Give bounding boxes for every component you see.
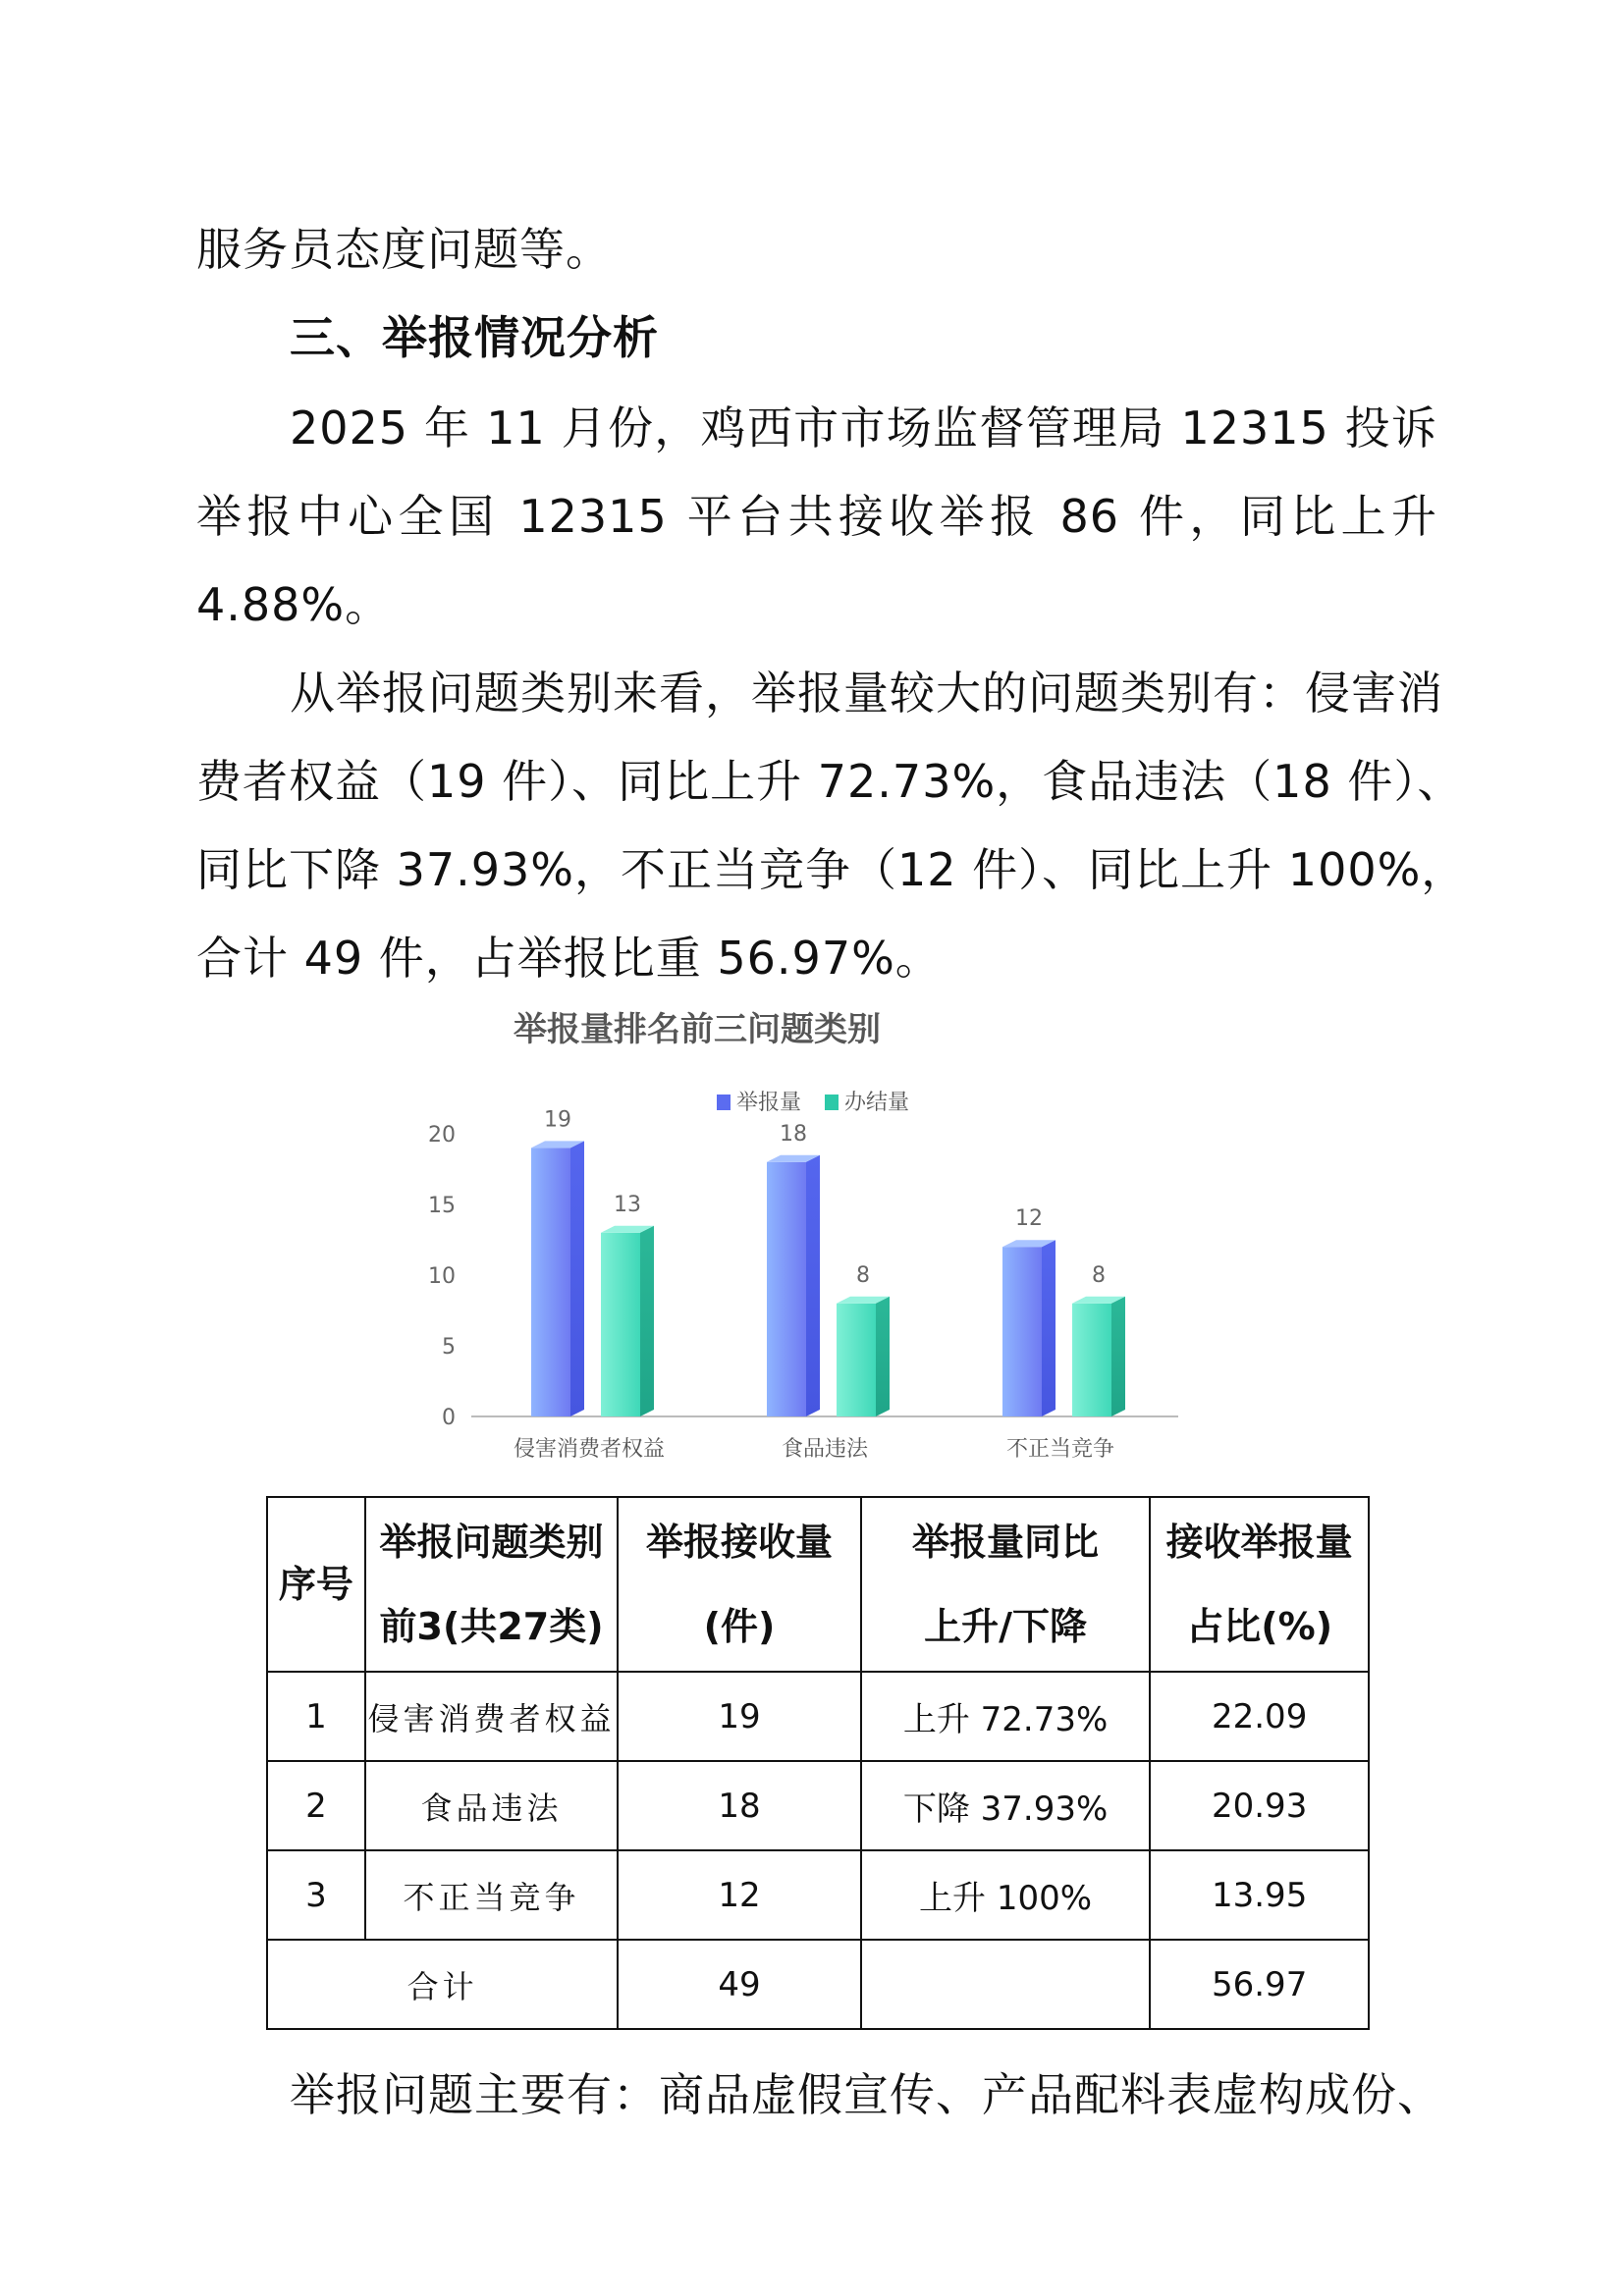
cell-category: 不正当竞争: [365, 1850, 618, 1940]
y-tick-label: 5: [442, 1335, 456, 1360]
bar-front-reports: [767, 1162, 806, 1416]
para1-line1: 2025 年 11 月份，鸡西市市场监督管理局 12315 投诉: [290, 401, 1437, 454]
header-count: 举报接收量 (件): [618, 1497, 861, 1672]
cell-index: 2: [267, 1761, 365, 1850]
para2-line1: 从举报问题类别来看，举报量较大的问题类别有：侵害消: [290, 667, 1443, 720]
x-tick-label: 食品违法: [781, 1437, 869, 1462]
cell-category: 食品违法: [365, 1761, 618, 1850]
bar-side-reports: [570, 1141, 584, 1416]
para2-line2: 费者权益（19 件）、同比上升 72.73%，食品违法（18 件）、: [196, 755, 1464, 808]
chart-title: 举报量排名前三问题类别: [514, 1010, 881, 1049]
cell-total-share: 56.97: [1150, 1940, 1369, 2029]
table-total-row: [267, 1940, 1369, 2029]
data-label: 8: [856, 1262, 870, 1288]
cell-share: 20.93: [1150, 1761, 1369, 1850]
cell-change: 下降 37.93%: [861, 1761, 1151, 1850]
cell-index: 1: [267, 1672, 365, 1761]
x-tick-label: 不正当竞争: [1005, 1437, 1115, 1462]
cell-total-count: 49: [618, 1940, 861, 2029]
legend-label-reports: 举报量: [736, 1091, 802, 1115]
para1-line2: 举报中心全国 12315 平台共接收举报 86 件，同比上升: [196, 490, 1437, 543]
intro-line: 服务员态度问题等。: [196, 223, 612, 276]
header-category: 举报问题类别 前3(共27类): [365, 1497, 618, 1672]
legend-label-resolved: 办结量: [844, 1091, 910, 1115]
cell-total-change: [861, 1940, 1151, 2029]
legend-swatch-resolved: [825, 1095, 839, 1110]
para1-line3: 4.88%。: [196, 578, 392, 631]
header-change: 举报量同比 上升/下降: [861, 1497, 1151, 1672]
bar-side-resolved: [876, 1297, 890, 1416]
data-label: 8: [1092, 1262, 1106, 1288]
header-share: 接收举报量 占比(%): [1150, 1497, 1369, 1672]
table-row: [267, 1850, 1369, 1940]
cell-share: 22.09: [1150, 1672, 1369, 1761]
stats-table: [266, 1496, 1370, 2030]
bar-side-reports: [1042, 1240, 1056, 1416]
legend-swatch-reports: [717, 1095, 731, 1110]
header-index: 序号: [267, 1497, 365, 1672]
data-label: 18: [780, 1121, 807, 1147]
bar-front-resolved: [601, 1233, 640, 1416]
data-label: 19: [544, 1107, 571, 1133]
cell-change: 上升 72.73%: [861, 1672, 1151, 1761]
bar-front-reports: [1002, 1247, 1042, 1416]
section-heading: 三、举报情况分析: [290, 311, 659, 364]
table-header-row: [267, 1497, 1369, 1672]
cell-count: 18: [618, 1761, 861, 1850]
cell-category: 侵害消费者权益: [365, 1672, 618, 1761]
bar-side-resolved: [1111, 1297, 1125, 1416]
plot-area: [428, 1107, 1178, 1462]
cell-index: 3: [267, 1850, 365, 1940]
y-tick-label: 10: [428, 1264, 456, 1289]
x-tick-label: 侵害消费者权益: [513, 1437, 666, 1462]
footer-line: 举报问题主要有：商品虚假宣传、产品配料表虚构成份、: [290, 2068, 1443, 2121]
data-label: 13: [614, 1192, 641, 1217]
para2-line4: 合计 49 件，占举报比重 56.97%。: [196, 932, 942, 985]
y-tick-label: 20: [428, 1123, 456, 1148]
data-label: 12: [1015, 1206, 1043, 1232]
bar-side-reports: [806, 1155, 820, 1416]
y-tick-label: 15: [428, 1194, 456, 1218]
bar-side-resolved: [640, 1226, 654, 1416]
cell-share: 13.95: [1150, 1850, 1369, 1940]
y-tick-label: 0: [442, 1406, 456, 1430]
table-row: [267, 1761, 1369, 1850]
cell-total-label: 合计: [267, 1940, 618, 2029]
cell-change: 上升 100%: [861, 1850, 1151, 1940]
para2-line3: 同比下降 37.93%，不正当竞争（12 件）、同比上升 100%，: [196, 843, 1468, 896]
cell-count: 12: [618, 1850, 861, 1940]
cell-count: 19: [618, 1672, 861, 1761]
table-row: [267, 1672, 1369, 1761]
bar-front-resolved: [1072, 1304, 1111, 1416]
bar-chart: [393, 991, 1198, 1482]
bar-front-reports: [531, 1148, 570, 1416]
bar-front-resolved: [837, 1304, 876, 1416]
